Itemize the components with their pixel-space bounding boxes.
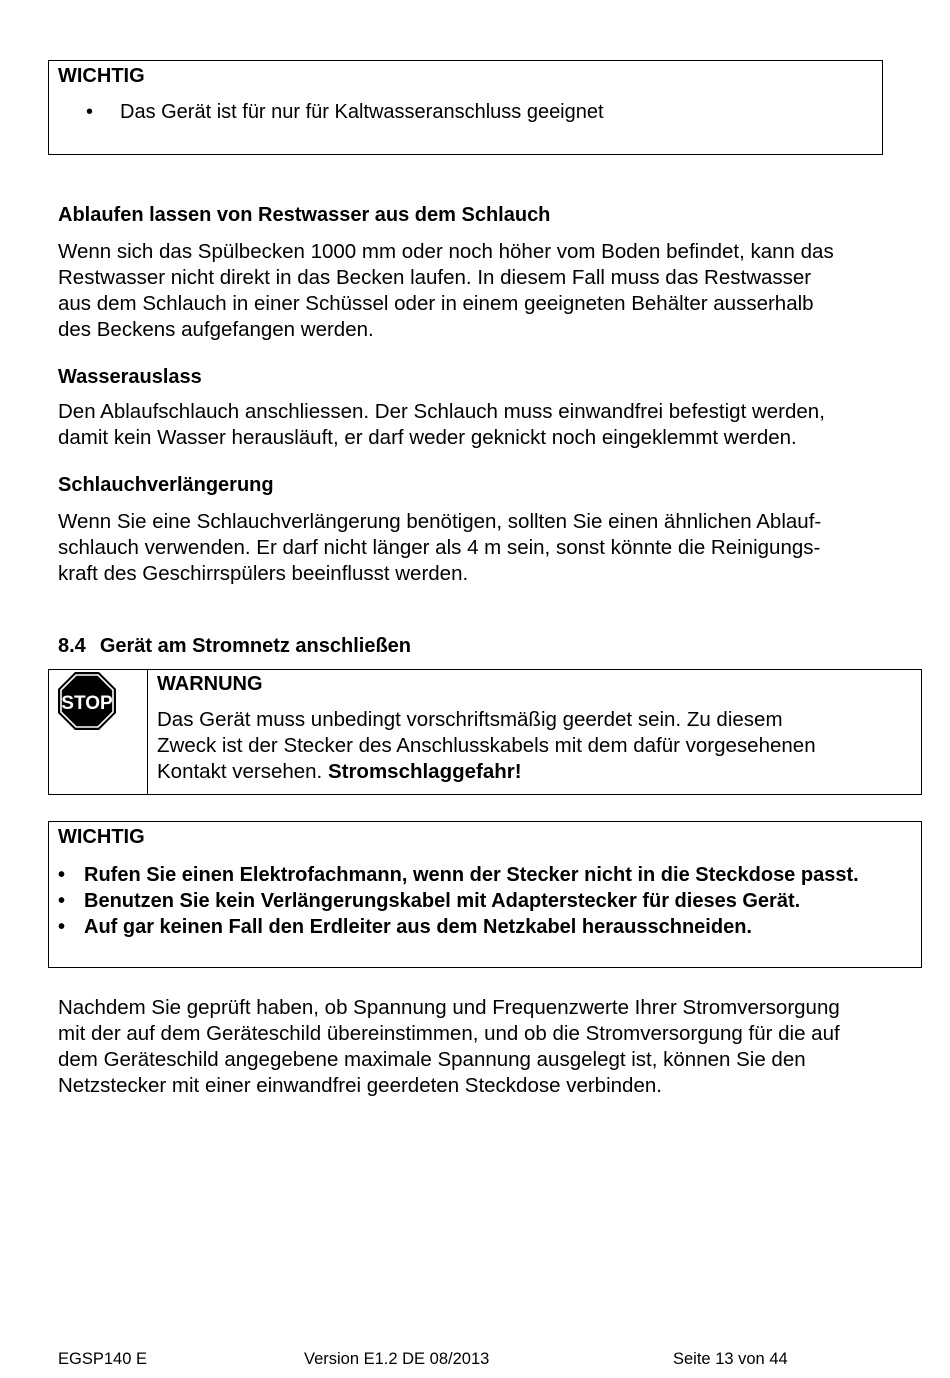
text-line: damit kein Wasser herausläuft, er darf weder geknickt noch eingeklemmt werden.	[58, 426, 797, 449]
text-line	[157, 759, 917, 785]
shock-hazard-emphasis: Stromschlaggefahr!	[327, 760, 522, 783]
text-line: Wenn Sie eine Schlauchverlängerung benötigen, sollten Sie einen ähnlichen Ablauf-	[58, 510, 822, 533]
section-heading-extension: Schlauchverlängerung	[58, 474, 274, 496]
text-line: Das Gerät muss unbedingt vorschriftsmäßig geerdet sein. Zu diesem	[157, 708, 783, 731]
notice-list	[58, 862, 903, 940]
section-heading-drain: Ablaufen lassen von Restwasser aus dem Schlauch	[58, 204, 551, 226]
text-line: aus dem Schlauch in einer Schüssel oder in einem geeigneten Behälter ausserhalb	[58, 292, 814, 315]
text-line: mit der auf dem Geräteschild übereinstimmen, und ob die Stromversorgung für die auf	[58, 1022, 840, 1045]
notice-label: WICHTIG	[58, 65, 145, 87]
section-heading-power	[58, 634, 411, 658]
section-text-extension	[58, 509, 930, 587]
notice-box-cold-water	[48, 60, 883, 155]
footer-page-number: Seite 13 von 44	[673, 1350, 788, 1368]
footer-version: Version E1.2 DE 08/2013	[304, 1350, 490, 1368]
text-line: Restwasser nicht direkt in das Becken laufen. In diesem Fall muss das Restwasser	[58, 266, 812, 289]
text-line: des Beckens aufgefangen werden.	[58, 318, 374, 341]
warning-icon-cell-divider	[147, 670, 148, 794]
footer-model: EGSP140 E	[58, 1350, 147, 1368]
section-text-drain	[58, 239, 930, 343]
text-line: kraft des Geschirrspülers beeinflusst werden.	[58, 562, 469, 585]
notice-list	[86, 99, 866, 125]
warning-text	[157, 707, 917, 785]
warning-label: WARNUNG	[157, 673, 263, 695]
section-text-outlet	[58, 399, 930, 451]
text-line: dem Geräteschild angegebene maximale Spannung ausgelegt ist, können Sie den	[58, 1048, 806, 1071]
text-line: Nachdem Sie geprüft haben, ob Spannung und Frequenzwerte Ihrer Stromversorgung	[58, 996, 840, 1019]
notice-box-power	[48, 821, 922, 968]
section-heading-outlet: Wasserauslass	[58, 366, 202, 388]
closing-paragraph	[58, 995, 938, 1099]
text-line: schlauch verwenden. Er darf nicht länger als 4 m sein, sonst könnte die Reinigungs-	[58, 536, 821, 559]
text-line: Netzstecker mit einer einwandfrei geerdeten Steckdose verbinden.	[58, 1074, 662, 1097]
list-item: • Das Gerät ist für nur für Kaltwasseranschluss geeignet	[86, 99, 866, 125]
list-item: • Auf gar keinen Fall den Erdleiter aus dem Netzkabel herausschneiden.	[58, 914, 903, 940]
notice-label: WICHTIG	[58, 826, 145, 848]
list-item: • Benutzen Sie kein Verlängerungskabel mit Adapterstecker für dieses Gerät.	[58, 888, 903, 914]
section-title: Gerät am Stromnetz anschließen	[99, 635, 412, 657]
text-line: Den Ablaufschlauch anschliessen. Der Schlauch muss einwandfrei befestigt werden,	[58, 400, 825, 423]
stop-sign-text: STOP	[61, 693, 113, 714]
list-item: • Rufen Sie einen Elektrofachmann, wenn der Stecker nicht in die Steckdose passt.	[58, 862, 903, 888]
stop-sign-icon	[57, 671, 117, 731]
warning-last-line: Kontakt versehen.	[157, 760, 328, 783]
text-line: Zweck ist der Stecker des Anschlusskabels mit dem dafür vorgesehenen	[157, 734, 816, 757]
text-line: Wenn sich das Spülbecken 1000 mm oder noch höher vom Boden befindet, kann das	[58, 240, 834, 263]
section-number: 8.4	[58, 635, 86, 657]
